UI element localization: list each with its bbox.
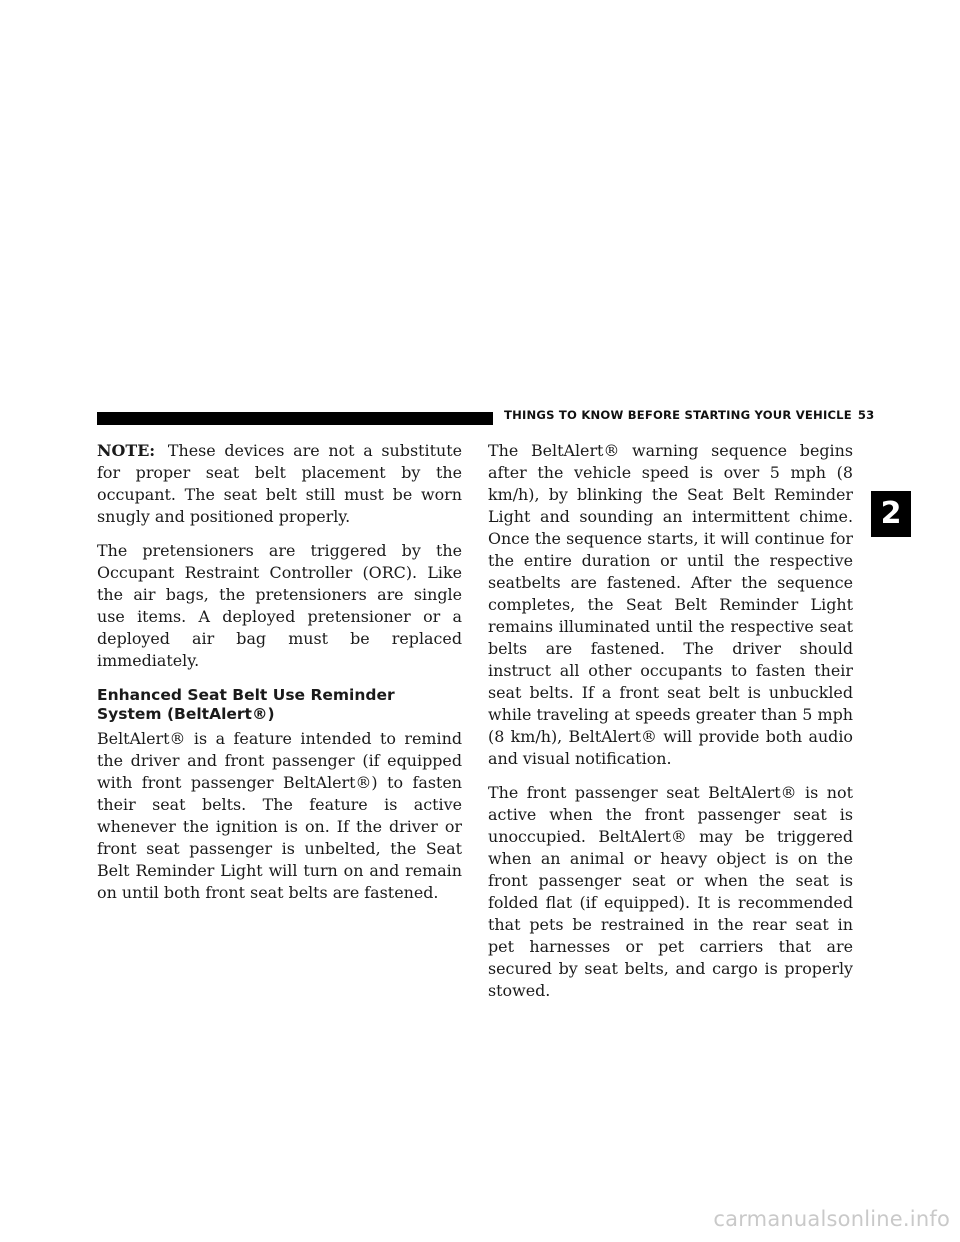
watermark: carmanualsonline.info: [713, 1207, 950, 1231]
pretensioners-paragraph: The pretensioners are triggered by the Occupant Restraint Controller (ORC). Like the air bags, the pretensioners are single use items. A deployed pretensioner or a deployed air bag must be replaced immediately.: [97, 541, 462, 670]
running-header: [504, 408, 875, 422]
section-title: THINGS TO KNOW BEFORE STARTING YOUR VEHICLE: [504, 408, 852, 422]
front-passenger-paragraph: The front passenger seat BeltAlert® is not active when the front passenger seat is unoccupied. BeltAlert® may be triggered when an animal or heavy object is on the front passenger seat or when the seat is folded flat (if equipped). It is recommended that pets be restrained in the rear seat in pet harnesses or pet carriers that are secured by seat belts, and cargo is properly stowed.: [488, 783, 853, 1000]
warning-sequence-paragraph: The BeltAlert® warning sequence begins after the vehicle speed is over 5 mph (8 km/h), by blinking the Seat Belt Reminder Light and sounding an intermittent chime. Once the sequence starts, it will continue for the entire duration or until the respective seatbelts are fastened. After the sequence completes, the Seat Belt Reminder Light remains illuminated until the respective seat belts are fastened. The driver should instruct all other occupants to fasten their seat belts. If a front seat belt is unbuckled while traveling at speeds greater than 5 mph (8 km/h), BeltAlert® will provide both audio and visual notification.: [488, 441, 853, 768]
note-paragraph: [97, 440, 462, 528]
right-column: [488, 440, 853, 1014]
chapter-tab: 2: [871, 491, 911, 537]
page-number: 53: [857, 408, 875, 422]
note-label: NOTE:: [97, 441, 156, 460]
left-column: [97, 440, 462, 916]
note-text: These devices are not a substitute for proper seat belt placement by the occupant. The seat belt still must be worn snugly and positioned properly.: [97, 441, 462, 526]
beltalert-paragraph: BeltAlert® is a feature intended to remind the driver and front passenger (if equipped with front passenger BeltAlert®) to fasten their seat belts. The feature is active whenever the ignition is on. If the driver or front seat passenger is unbelted, the Seat Belt Reminder Light will turn on and remain on until both front seat belts are fastened.: [97, 729, 462, 902]
section-heading: Enhanced Seat Belt Use Reminder System (BeltAlert®): [97, 686, 395, 723]
header-rule-bar: [97, 412, 493, 425]
